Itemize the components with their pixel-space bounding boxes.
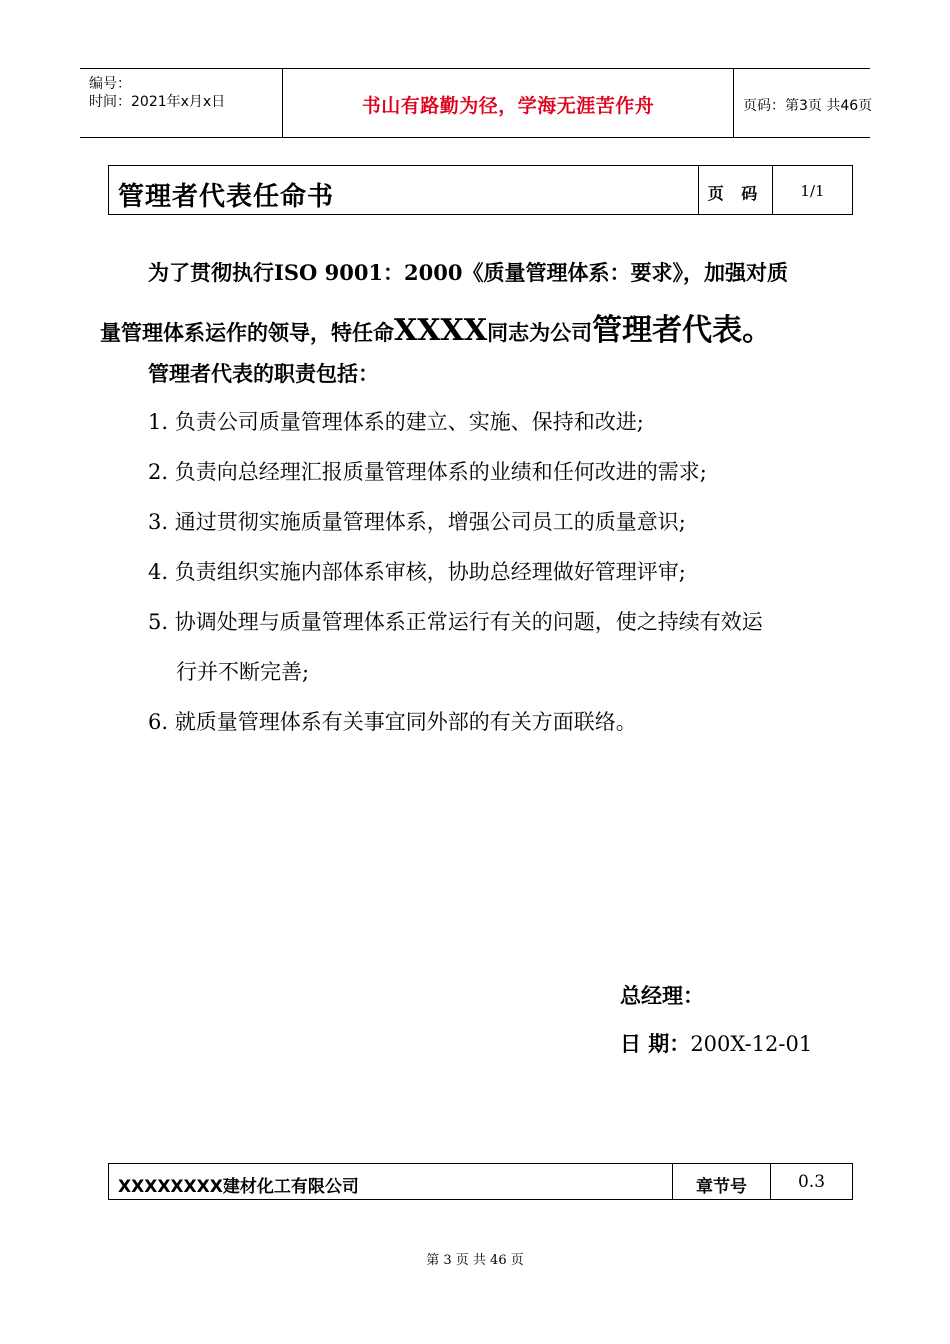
duty-item-continuation: 行并不断完善; [176,660,310,684]
header-motto: 书山有路勤为径，学海无涯苦作舟 [361,95,655,117]
footer-table [108,1163,853,1200]
page-value: 1/1 [800,182,825,200]
document-time-label: 时间：2021年x月x日 [89,94,226,110]
appointee-name: XXXX [394,313,488,348]
header-meta-cell [80,69,282,137]
page-footer: 第 3 页 共 46 页 [426,1253,524,1268]
duty-item: 6. 就质量管理体系有关事宜同外部的有关方面联络。 [148,710,637,734]
duty-item: 5. 协调处理与质量管理体系正常运行有关的问题，使之持续有效运 [148,610,763,634]
appointment-paragraph-line-2 [100,305,772,349]
appointment-text-mid: 同志为公司 [487,320,593,345]
date-label: 日 期： [620,1031,691,1056]
company-cell [109,1164,673,1199]
document-header [80,68,873,138]
appointment-paragraph-line-1: 为了贯彻执行ISO 9001：2000《质量管理体系：要求》，加强对质 [148,260,788,285]
general-manager-label: 总经理： [620,983,704,1008]
section-label-cell [673,1164,771,1199]
title-cell [109,166,699,214]
duty-item: 2. 负责向总经理汇报质量管理体系的业绩和任何改进的需求; [148,460,707,484]
page-value-cell [773,166,852,214]
title-table [108,165,853,215]
duty-item: 1. 负责公司质量管理体系的建立、实施、保持和改进; [148,410,644,434]
date-line [620,1028,812,1058]
duties-intro: 管理者代表的职责包括： [148,361,379,386]
company-name: XXXXXXXX建材化工有限公司 [118,1177,359,1197]
header-page-info: 页码：第3页 共46页 [743,98,873,114]
header-motto-cell [282,69,734,137]
appointment-text: 量管理体系运作的领导，特任命 [100,320,394,345]
section-value-cell [771,1164,852,1199]
section-value: 0.3 [797,1172,826,1192]
appointee-role: 管理者代表。 [592,313,773,348]
page-label-cell [699,166,773,214]
header-page-cell [733,69,873,137]
duty-item: 3. 通过贯彻实施质量管理体系，增强公司员工的质量意识; [148,510,686,534]
document-number-label: 编号： [89,76,131,92]
section-label: 章节号 [696,1177,747,1197]
page-label: 页 码 [707,184,764,203]
date-value: 200X-12-01 [690,1032,813,1056]
document-title: 管理者代表任命书 [118,182,335,212]
duty-item: 4. 负责组织实施内部体系审核，协助总经理做好管理评审; [148,560,686,584]
